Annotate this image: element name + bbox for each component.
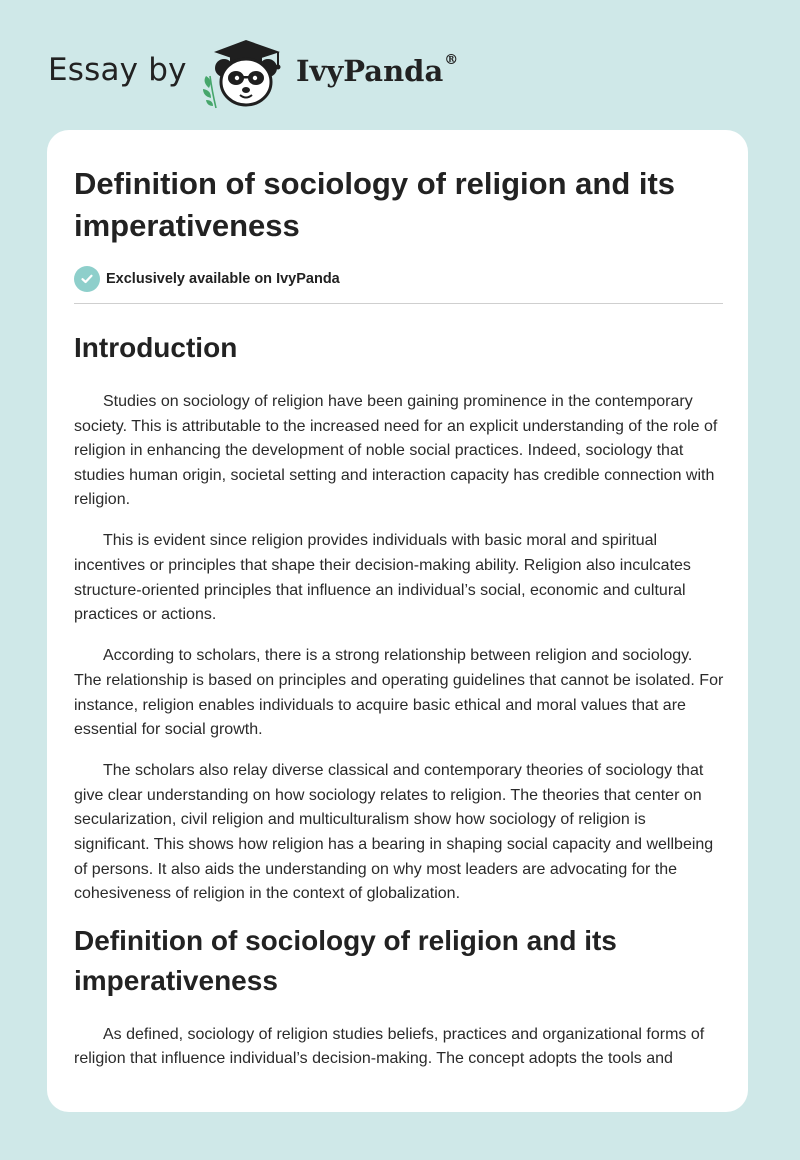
section-heading-introduction: Introduction — [74, 332, 238, 363]
essay-card — [47, 130, 748, 1112]
essay-by-label: Essay by — [48, 52, 187, 88]
paragraph: The scholars also relay diverse classical and contemporary theories of sociology that give clear understanding on how sociology relates to religion. The theories that center on secularization, civil religion and multiculturalism show how sociology of religion is significant. This shows how religion has a bearing in shaping social capacity and wellbeing of persons. It also aids the understanding on why most leaders are advocating for the cohesiveness of religion in the context of globalization. — [74, 762, 714, 903]
site-header — [48, 34, 748, 114]
exclusive-badge-label: Exclusively available on IvyPanda — [106, 271, 340, 287]
essay-content — [74, 163, 724, 1072]
divider — [74, 303, 723, 304]
ivypanda-logo-icon[interactable] — [200, 36, 290, 110]
checkmark-icon — [74, 266, 100, 292]
section-heading-definition: Definition of sociology of religion and its imperativeness — [74, 924, 617, 996]
paragraph: This is evident since religion provides individuals with basic moral and spiritual incentives or principles that shape their decision-making ability. Religion also inculcates structure-oriented principles that influence an individual’s social, economic and cultural practices or actions. — [74, 532, 691, 624]
exclusive-badge — [74, 266, 724, 292]
brand-name[interactable]: IvyPanda® — [296, 52, 459, 88]
registered-mark: ® — [444, 52, 459, 68]
paragraph: As defined, sociology of religion studies beliefs, practices and organizational forms of religion that influence individual’s decision-making. The concept adopts the tools and — [74, 1025, 705, 1068]
paragraph: Studies on sociology of religion have been gaining prominence in the contemporary society. This is attributable to the increased need for an explicit understanding of the role of religion in enhancing the development of noble social practices. Indeed, sociology that studies human origin, societal setting and interaction capacity has credible connection with religion. — [74, 393, 718, 509]
paragraph: According to scholars, there is a strong relationship between religion and sociology. The relationship is based on principles and operating guidelines that cannot be isolated. For instance, religion enables individuals to acquire basic ethical and moral values that are essential for social growth. — [74, 647, 724, 739]
page-title: Definition of sociology of religion and its imperativeness — [74, 166, 676, 243]
